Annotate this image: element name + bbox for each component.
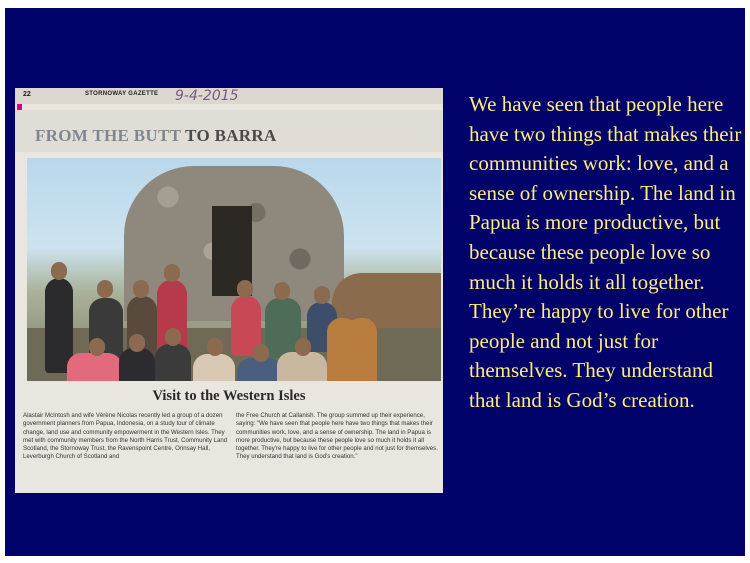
person (67, 353, 122, 381)
person (277, 352, 327, 381)
person (193, 354, 235, 381)
person-head (97, 280, 113, 298)
person-head (314, 286, 330, 304)
person-head (344, 302, 360, 320)
handwritten-date: 9-4-2015 (175, 88, 239, 104)
person-head (253, 344, 269, 362)
headline-part2: TO BARRA (185, 126, 277, 145)
person-head (89, 338, 105, 356)
page-number: 22 (23, 91, 31, 98)
person-head (295, 338, 311, 356)
slide-quote-text: We have seen that people here have two things that makes their communities work: love, and a sense of ownership. The land in Papua is more productive, but because these people love so much it holds it all together. They’re happy to live for other people and not just for themselves. They understand that land is God’s creation. (469, 92, 742, 412)
article-column-2: the Free Church at Callanish. The group summed up their experience, saying: "We have seen that people here have two things that makes their communities work, love, and a sense of ownership. The land in Papua is more productive, but because these people love so much it holds it all together. They're happy to live for other people and not just for themselves. They understand that land is God's creation." (236, 412, 438, 461)
headline (35, 126, 277, 146)
group-photo (27, 158, 441, 381)
person-head (129, 334, 145, 352)
person-head (51, 262, 67, 280)
person-head (237, 280, 253, 298)
person-head (133, 280, 149, 298)
person (119, 348, 155, 381)
slide (5, 8, 745, 556)
person-head (164, 264, 180, 282)
person (327, 318, 377, 381)
newspaper-clipping (15, 88, 443, 493)
paper-name: STORNOWAY GAZETTE (85, 91, 159, 97)
person (155, 344, 191, 381)
person-head (165, 328, 181, 346)
person-head (207, 338, 223, 356)
headline-part1: FROM THE BUTT (35, 126, 181, 145)
photo-caption: Visit to the Western Isles (152, 388, 306, 404)
article-column-1: Alastair McIntosh and wife Vérène Nicolas recently led a group of a dozen government planners from Papua, Indonesia, on a study tour of climate change, land use and community empowerment in the Western Isles. They met with community members from the North Harris Trust, Community Land Scotland, the Stornoway Trust, the Ravenspoint Centre, Orinsay Hall, Leverburgh Church of Scotland and (23, 412, 228, 461)
person-head (274, 282, 290, 300)
